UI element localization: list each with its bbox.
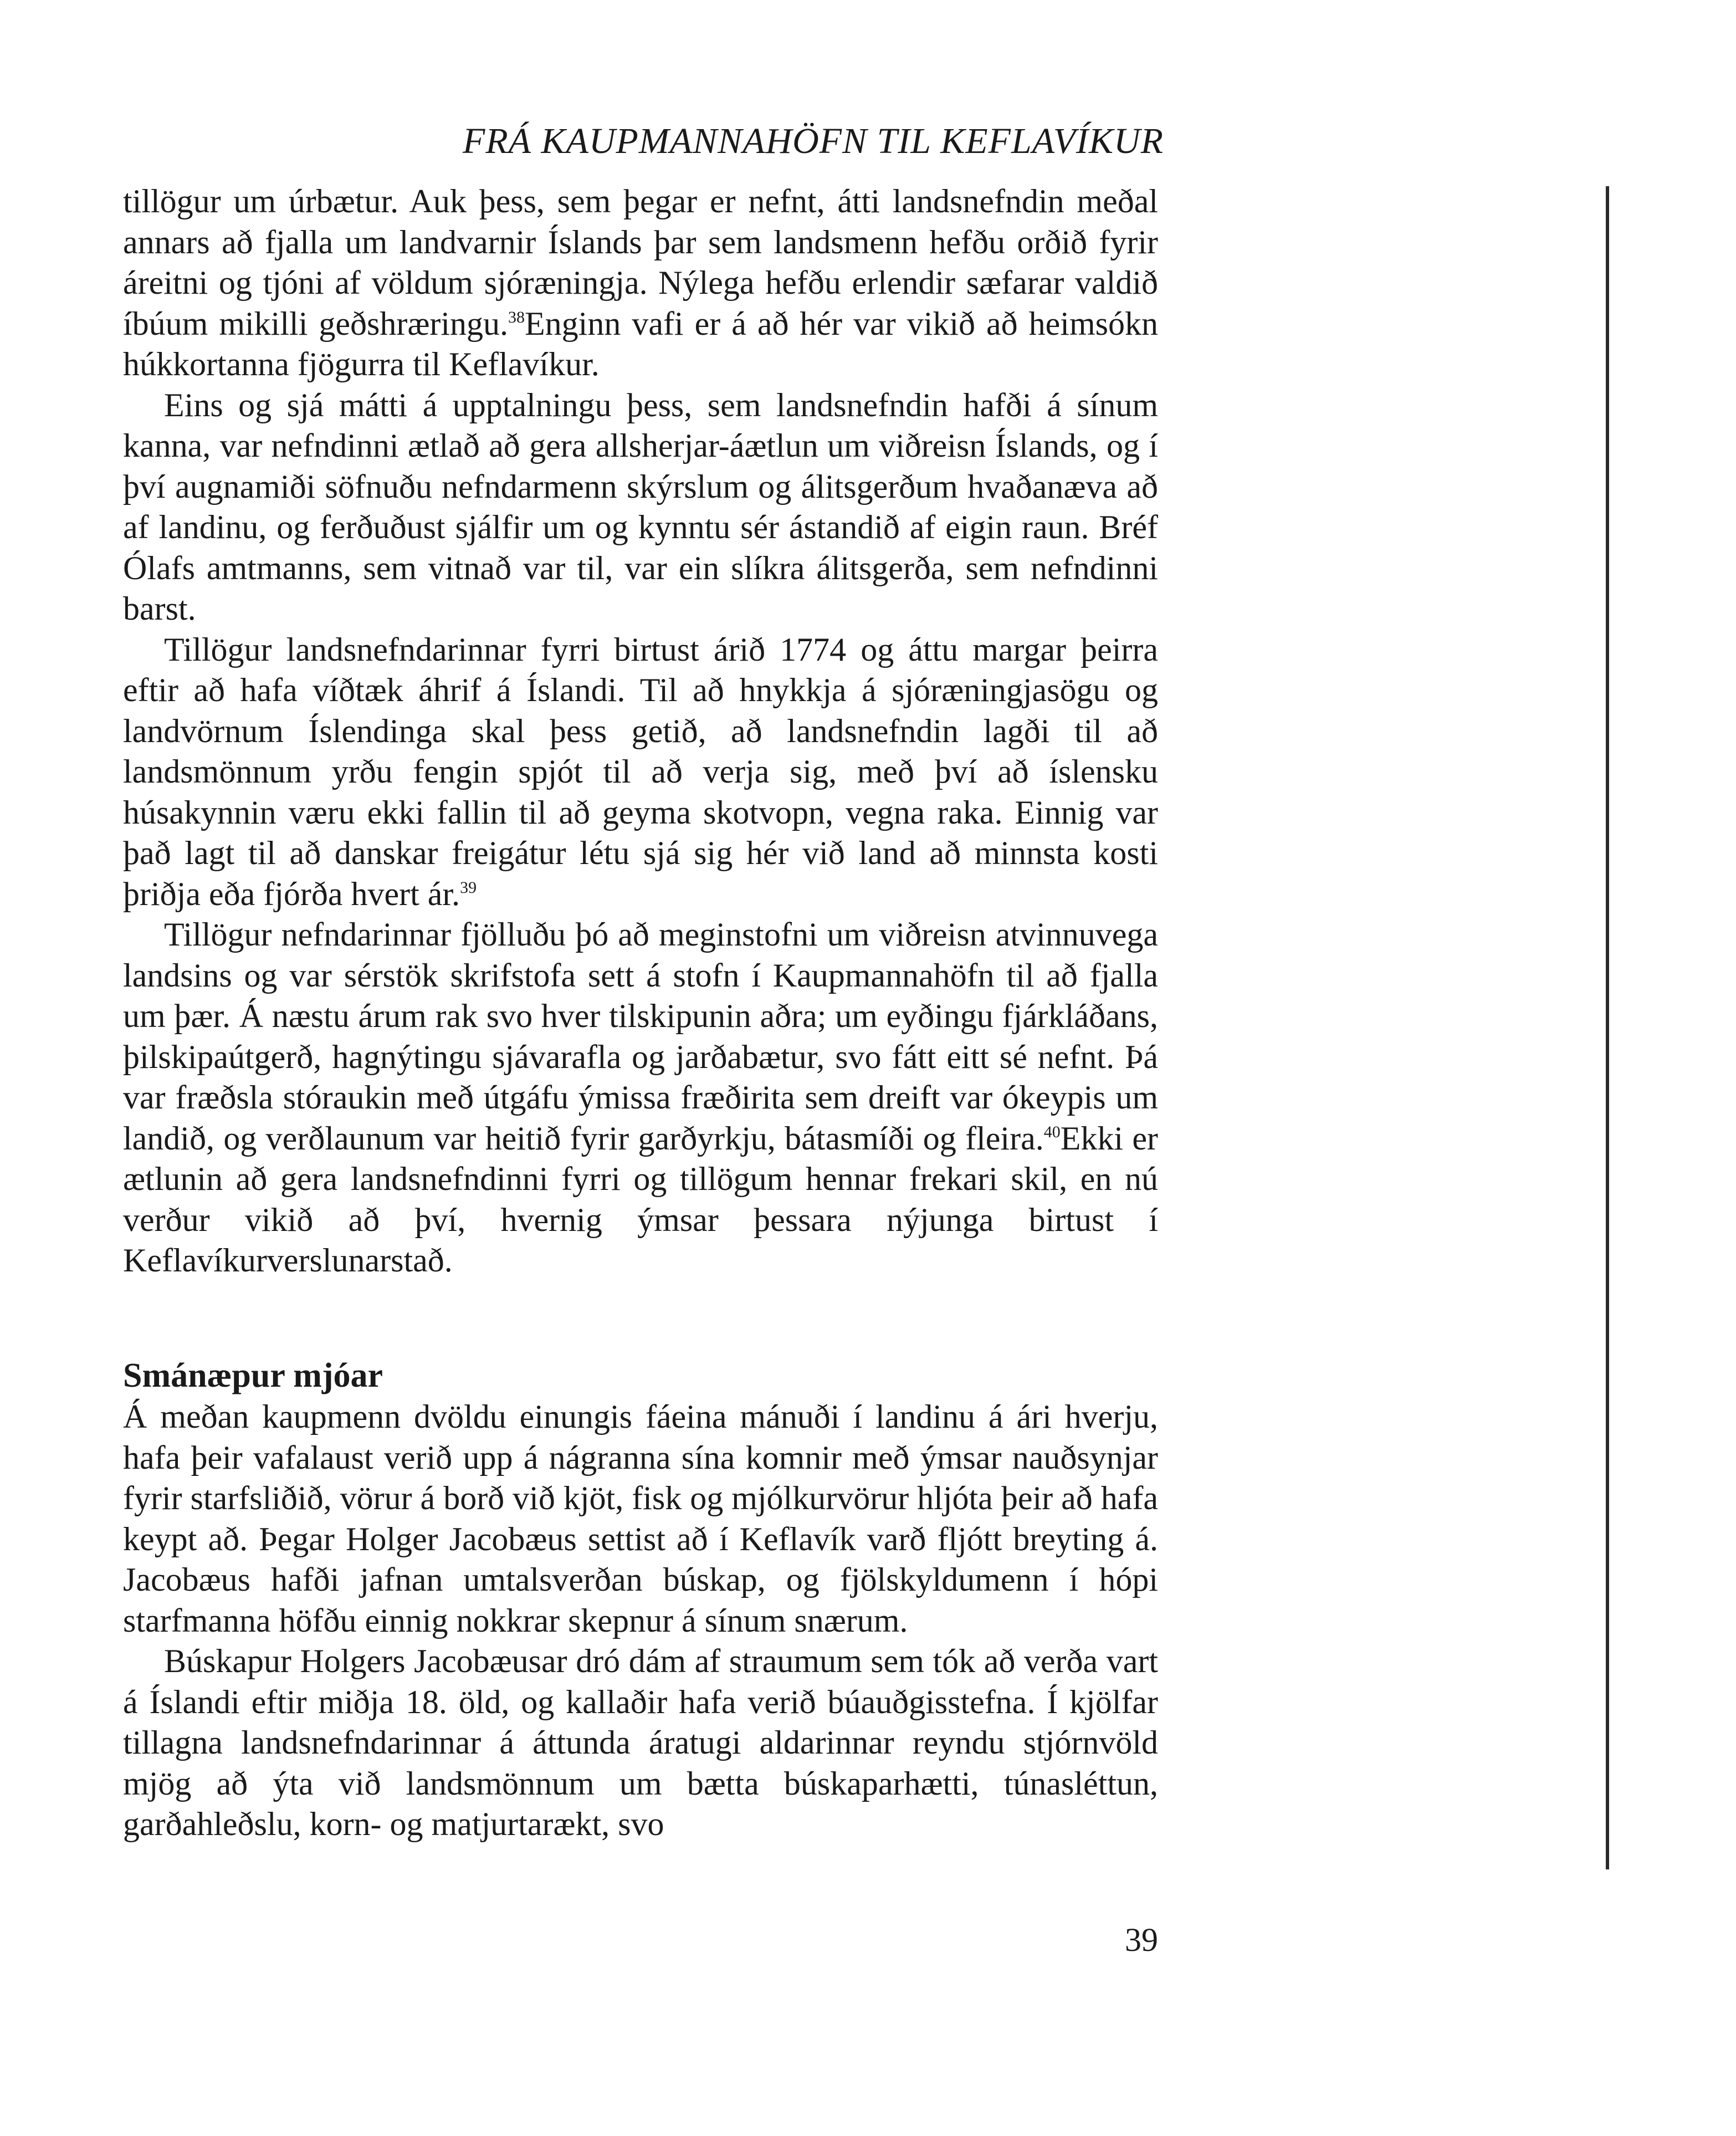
- paragraph-1-text-b: Enginn vafi er á að hér var vikið að heimsókn húkkortanna fjögurra til Keflavíkur.: [123, 305, 1158, 382]
- footnote-ref-38: 38: [508, 308, 525, 326]
- paragraph-2: Eins og sjá mátti á upptalningu þess, sem landsnefndin hafði á sínum kanna, var nefndinni ætlað að gera allsherjar-áætlun um viðreisn Íslands, og í því augnamiði söfnuðu nefndarmenn skýrslum og álitsgerðum hvaðanæva að af landinu, og ferðuðust sjálfir um og kynntu sér ástandið af eigin raun. Bréf Ólafs amtmanns, sem vitnað var til, var ein slíkra álitsgerða, sem nefndinni barst.: [123, 386, 1158, 627]
- paragraph-4-text-a: Tillögur nefndarinnar fjölluðu þó að meginstofni um viðreisn atvinnuvega landsins og var sérstök skrifstofa sett á stofn í Kaupmannahöfn til að fjalla um þær. Á næstu árum rak svo hver tilskipunin aðra; um eyðingu fjárkláðans, þilskipaútgerð, hagnýtingu sjávarafla og jarðabætur, svo fátt eitt sé nefnt. Þá var fræðsla stóraukin með útgáfu ýmissa fræðirita sem dreift var ókeypis um landið, og verðlaunum var heitið fyrir garðyrkju, bátasmíði og fleira.: [123, 916, 1158, 1157]
- section-paragraph-2: Búskapur Holgers Jacobæusar dró dám af straumum sem tók að verða vart á Íslandi eftir miðja 18. öld, og kallaðir hafa verið búauðgisstefna. Í kjölfar tillagna landsnefndarinnar á áttunda áratugi aldarinnar reyndu stjórnvöld mjög að ýta við landsmönnum um bætta búskaparhætti, túnasléttun, garðahleðslu, korn- og matjurtarækt, svo: [123, 1643, 1158, 1842]
- paragraph-3: [123, 630, 1158, 915]
- section-smanaepur: [123, 1355, 1158, 1845]
- footnote-ref-39: 39: [460, 878, 477, 897]
- footnote-ref-40: 40: [1043, 1122, 1061, 1141]
- running-header: FRÁ KAUPMANNAHÖFN TIL KEFLAVÍKUR: [463, 121, 1164, 161]
- paragraph-1: [123, 181, 1158, 385]
- section-paragraph-1: Á meðan kaupmenn dvöldu einungis fáeina mánuði í landinu á ári hverju, hafa þeir vafalaust verið upp á nágranna sína komnir með ýmsar nauðsynjar fyrir starfsliðið, vörur á borð við kjöt, fisk og mjólkurvörur hljóta þeir að hafa keypt að. Þegar Holger Jacobæus settist að í Keflavík varð fljótt breyting á. Jacobæus hafði jafnan umtalsverðan búskap, og fjölskyldumenn í hópi starfmanna höfðu einnig nokkrar skepnur á sínum snærum.: [123, 1398, 1158, 1639]
- paragraph-4: [123, 914, 1158, 1281]
- paragraph-4-text-b: Ekki er ætlunin að gera landsnefndinni fyrri og tillögum hennar frekari skil, en nú verður vikið að því, hvernig ýmsar þessara nýjunga birtust í Keflavíkurverslunarstað.: [123, 1120, 1159, 1279]
- page-number: 39: [1125, 1922, 1158, 1958]
- margin-rule: [1606, 186, 1609, 1869]
- paragraph-1-text-a: tillögur um úrbætur. Auk þess, sem þegar er nefnt, átti landsnefndin meðal annars að fjalla um landvarnir Íslands þar sem landsmenn hefðu orðið fyrir áreitni og tjóni af völdum sjóræningja. Nýlega hefðu erlendir sæfarar valdið íbúum mikilli geðshræringu.: [123, 183, 1158, 342]
- section-heading: Smánæpur mjóar: [123, 1357, 383, 1394]
- main-text: [123, 181, 1158, 1281]
- paragraph-3-text: Tillögur landsnefndarinnar fyrri birtust árið 1774 og áttu margar þeirra eftir að hafa víðtæk áhrif á Íslandi. Til að hnykkja á sjóræningjasögu og landvörnum Íslendinga skal þess getið, að landsnefndin lagði til að landsmönnum yrðu fengin spjót til að verja sig, með því að íslensku húsakynnin væru ekki fallin til að geyma skotvopn, vegna raka. Einnig var það lagt til að danskar freigátur létu sjá sig hér við land að minnsta kosti þriðja eða fjórða hvert ár.: [123, 631, 1158, 912]
